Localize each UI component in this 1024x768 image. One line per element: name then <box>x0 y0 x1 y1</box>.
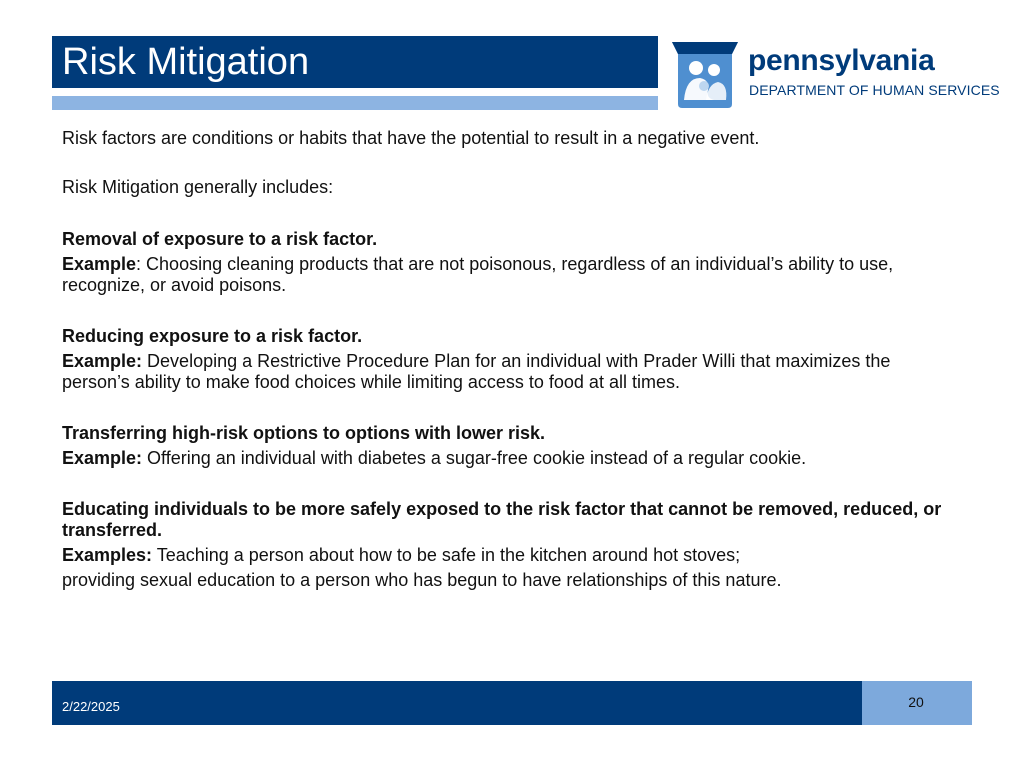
example-label: Example: <box>62 448 143 468</box>
item-heading: Educating individuals to be more safely exposed to the risk factor that cannot be removed, reduced, or transferred. <box>62 499 942 540</box>
footer-bar <box>52 681 862 725</box>
item-example <box>62 448 962 469</box>
item-example <box>62 545 962 566</box>
example-label: Examples: <box>62 545 153 565</box>
pa-dhs-logo <box>670 40 1010 110</box>
item-heading: Transferring high-risk options to options with lower risk. <box>62 423 546 443</box>
footer-date: 2/22/2025 <box>62 699 120 714</box>
mitigation-item <box>62 326 962 393</box>
item-example <box>62 351 962 393</box>
mitigation-item <box>62 499 962 591</box>
logo-wordmark: pennsylvania <box>748 44 935 77</box>
example-label: Example: <box>62 351 143 371</box>
example-label: Example <box>62 254 137 274</box>
title-divider <box>52 88 658 96</box>
slide-body <box>62 128 962 591</box>
item-example <box>62 254 962 296</box>
mitigation-item <box>62 423 962 469</box>
lead-text: Risk Mitigation generally includes: <box>62 177 334 197</box>
item-heading: Removal of exposure to a risk factor. <box>62 229 378 249</box>
example-text: Teaching a person about how to be safe in the kitchen around hot stoves; <box>152 545 741 565</box>
page-number: 20 <box>908 694 924 710</box>
item-heading: Reducing exposure to a risk factor. <box>62 326 363 346</box>
mitigation-item <box>62 229 962 296</box>
slide-title: Risk Mitigation <box>62 41 310 83</box>
intro-text: Risk factors are conditions or habits that have the potential to result in a negative event. <box>62 128 760 148</box>
example-text: Offering an individual with diabetes a sugar-free cookie instead of a regular cookie. <box>142 448 807 468</box>
logo-department: DEPARTMENT OF HUMAN SERVICES <box>749 82 1000 98</box>
example-text: : Choosing cleaning products that are not poisonous, regardless of an individual’s ability to use, recognize, or avoid poisons. <box>62 254 894 295</box>
title-accent-bar <box>52 96 658 110</box>
example-text: Developing a Restrictive Procedure Plan for an individual with Prader Willi that maximizes the person’s ability to make food choices while limiting access to food at all times. <box>62 351 891 392</box>
keystone-family-icon <box>670 40 740 110</box>
example-continuation: providing sexual education to a person who has begun to have relationships of this nature. <box>62 570 782 590</box>
